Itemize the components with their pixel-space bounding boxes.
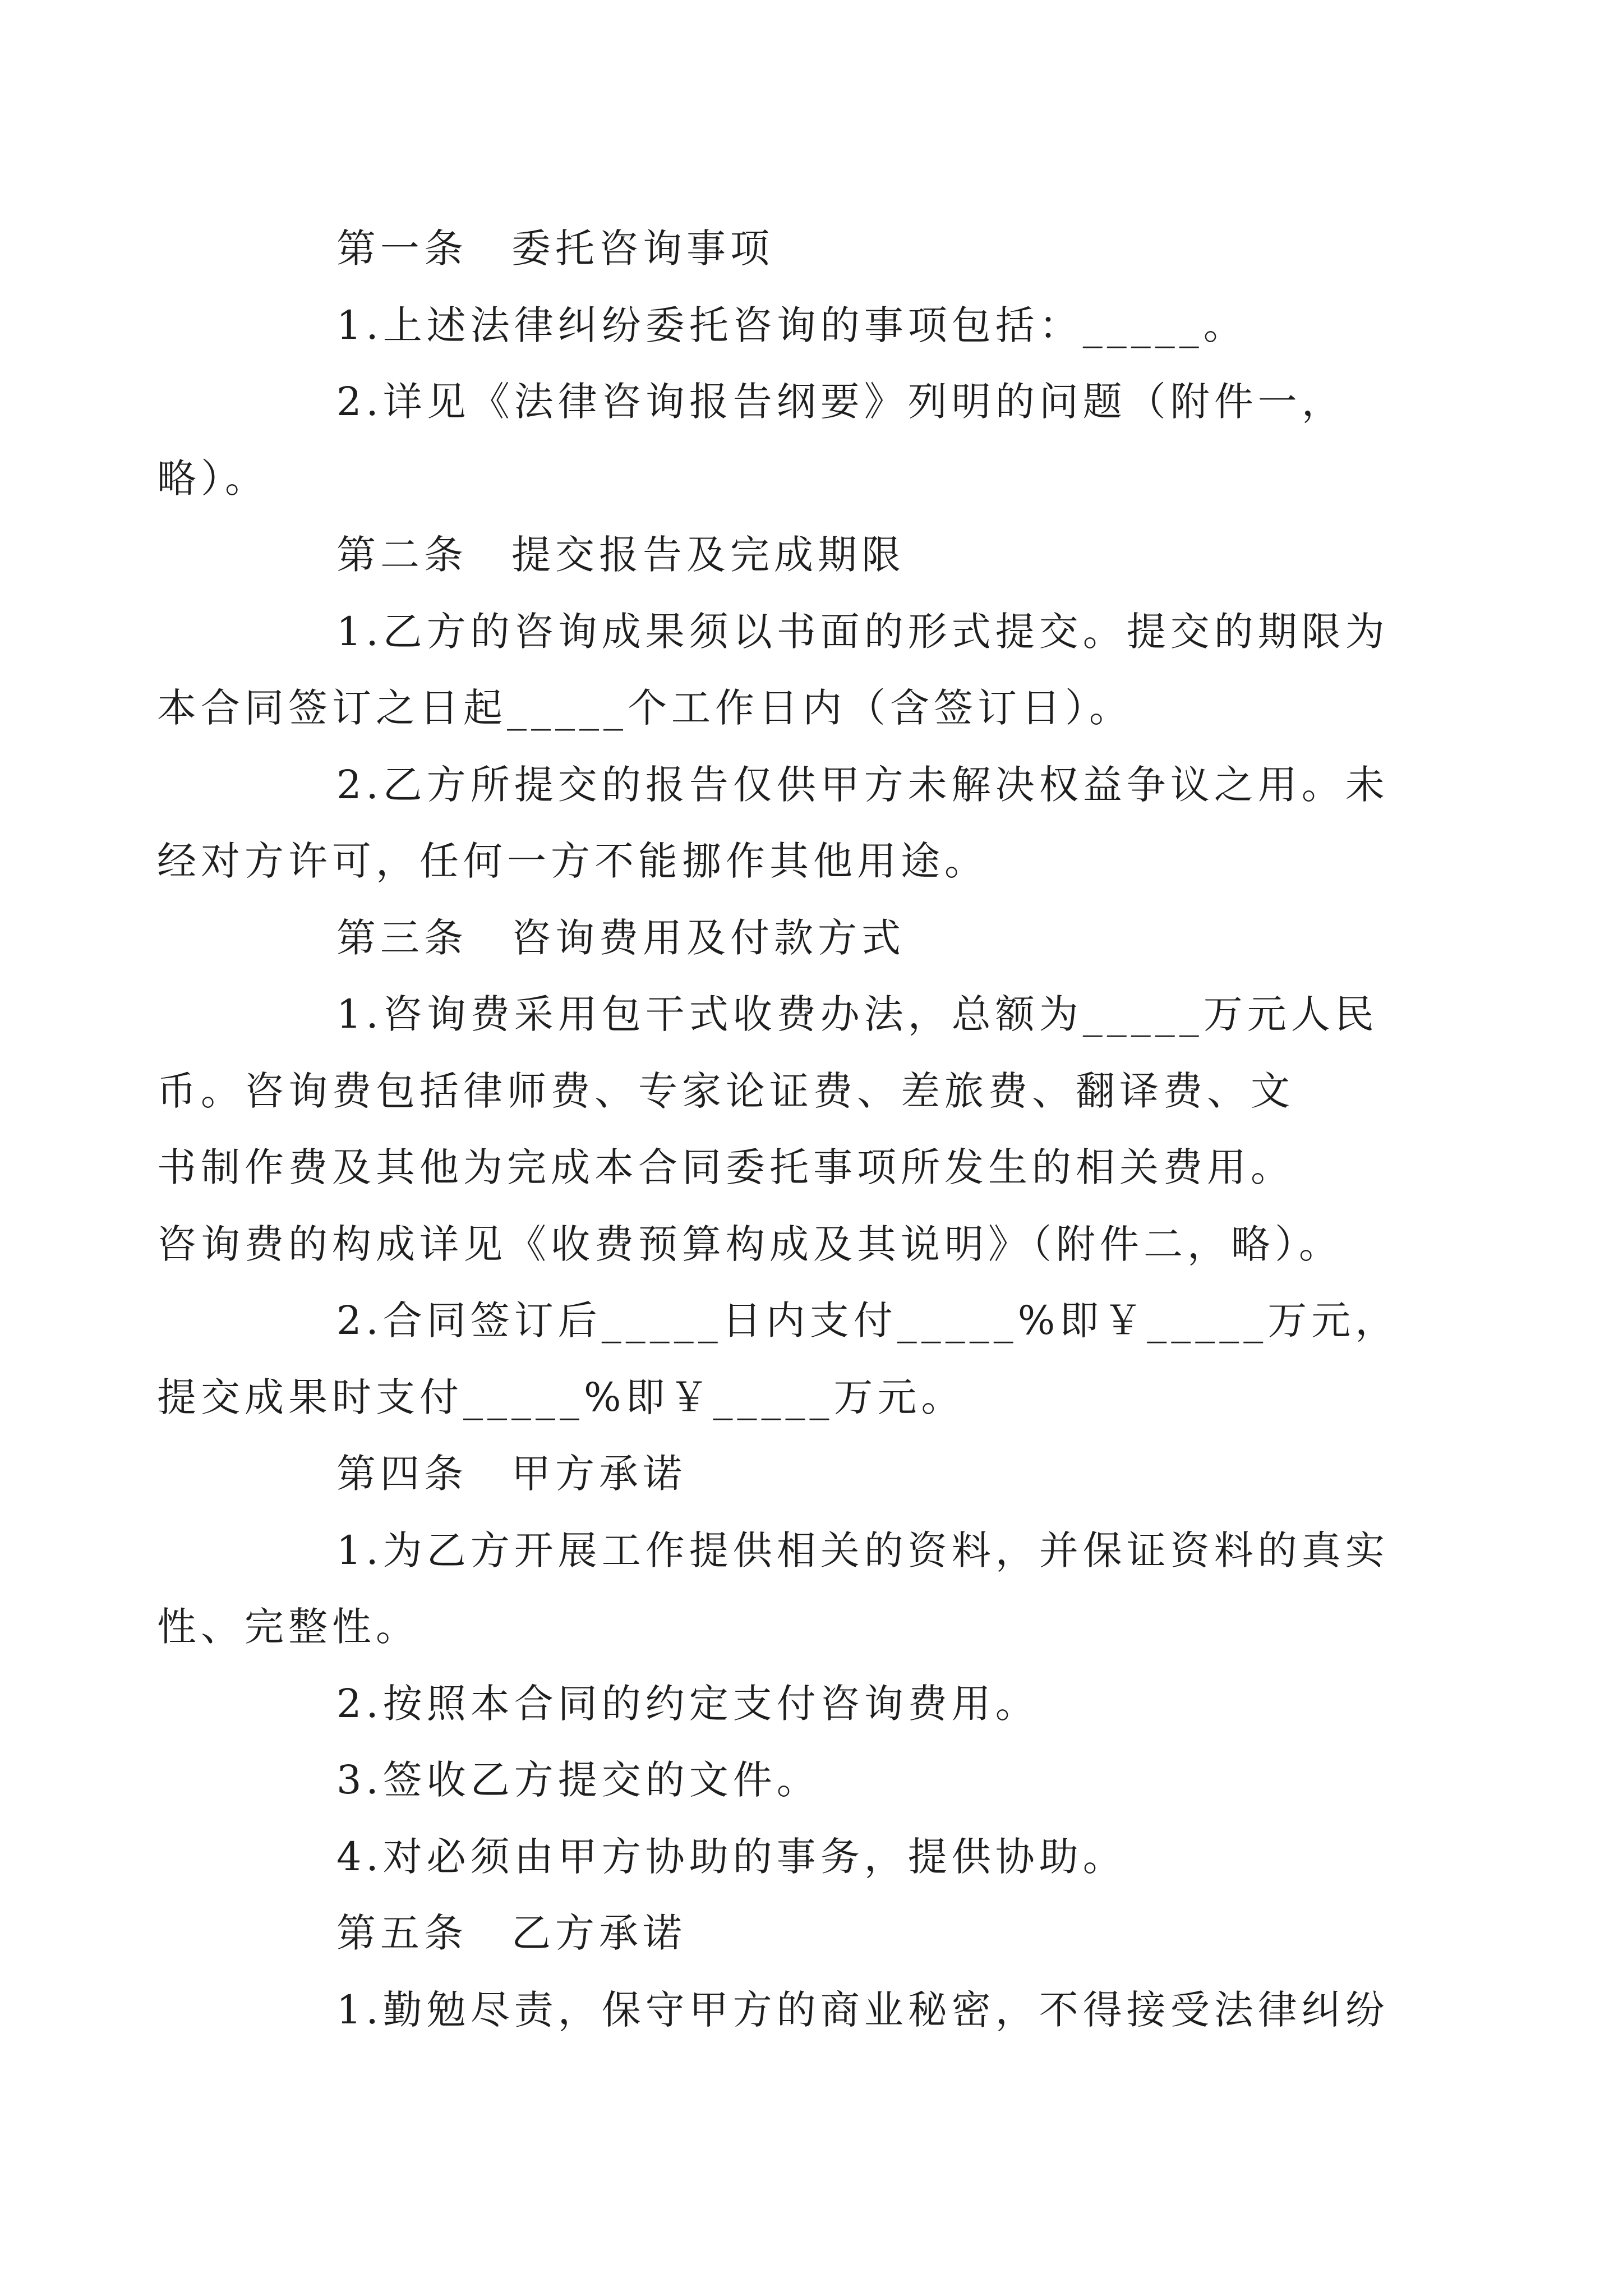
- paragraph-line: 经对方许可，任何一方不能挪作其他用途。: [157, 838, 988, 884]
- paragraph-line: 提交成果时支付_____%即￥_____万元。: [157, 1374, 965, 1420]
- paragraph-line: 1.为乙方开展工作提供相关的资料，并保证资料的真实: [336, 1527, 1389, 1573]
- paragraph-line: 2.详见《法律咨询报告纲要》列明的问题（附件一，: [336, 379, 1345, 425]
- paragraph-line: 币。咨询费包括律师费、专家论证费、差旅费、翻译费、文: [157, 1068, 1294, 1114]
- paragraph-line: 本合同签订之日起_____个工作日内（含签订日）。: [157, 685, 1133, 731]
- article-5-heading: 第五条 乙方承诺: [336, 1910, 686, 1956]
- article-1-heading: 第一条 委托咨询事项: [336, 226, 774, 272]
- article-2-heading: 第二条 提交报告及完成期限: [336, 532, 905, 578]
- paragraph-line: 咨询费的构成详见《收费预算构成及其说明》（附件二，略）。: [157, 1221, 1343, 1267]
- article-3-item-2: [157, 1282, 1447, 1435]
- article-3-heading: 第三条 咨询费用及付款方式: [336, 914, 905, 961]
- article-1-item-2: [157, 364, 1447, 517]
- article-2-item-1: [157, 593, 1447, 747]
- article-2-item-2: [157, 747, 1447, 900]
- paragraph-line: 2.合同签订后_____日内支付_____%即￥_____万元，: [336, 1297, 1399, 1343]
- article-3-item-1: [157, 976, 1447, 1282]
- article-5-item-1: 1.勤勉尽责，保守甲方的商业秘密，不得接受法律纠纷: [336, 1986, 1389, 2033]
- paragraph-line: 1.乙方的咨询成果须以书面的形式提交。提交的期限为: [336, 608, 1389, 655]
- article-4-item-4: 4.对必须由甲方协助的事务，提供协助。: [336, 1833, 1127, 1880]
- paragraph-line: 1.咨询费采用包干式收费办法，总额为_____万元人民: [336, 991, 1378, 1037]
- article-1-item-1: 1.上述法律纠纷委托咨询的事项包括：_____。: [336, 302, 1247, 348]
- article-4-item-3: 3.签收乙方提交的文件。: [336, 1757, 820, 1803]
- article-4-item-2: 2.按照本合同的约定支付咨询费用。: [336, 1680, 1039, 1727]
- article-4-item-1: [157, 1512, 1447, 1665]
- paragraph-line: 2.乙方所提交的报告仅供甲方未解决权益争议之用。未: [336, 761, 1389, 808]
- paragraph-line: 性、完整性。: [157, 1604, 419, 1650]
- paragraph-line: 书制作费及其他为完成本合同委托事项所发生的相关费用。: [157, 1144, 1294, 1190]
- document-body: [157, 210, 1447, 2048]
- paragraph-line: 略）。: [157, 455, 269, 501]
- article-4-heading: 第四条 甲方承诺: [336, 1451, 686, 1497]
